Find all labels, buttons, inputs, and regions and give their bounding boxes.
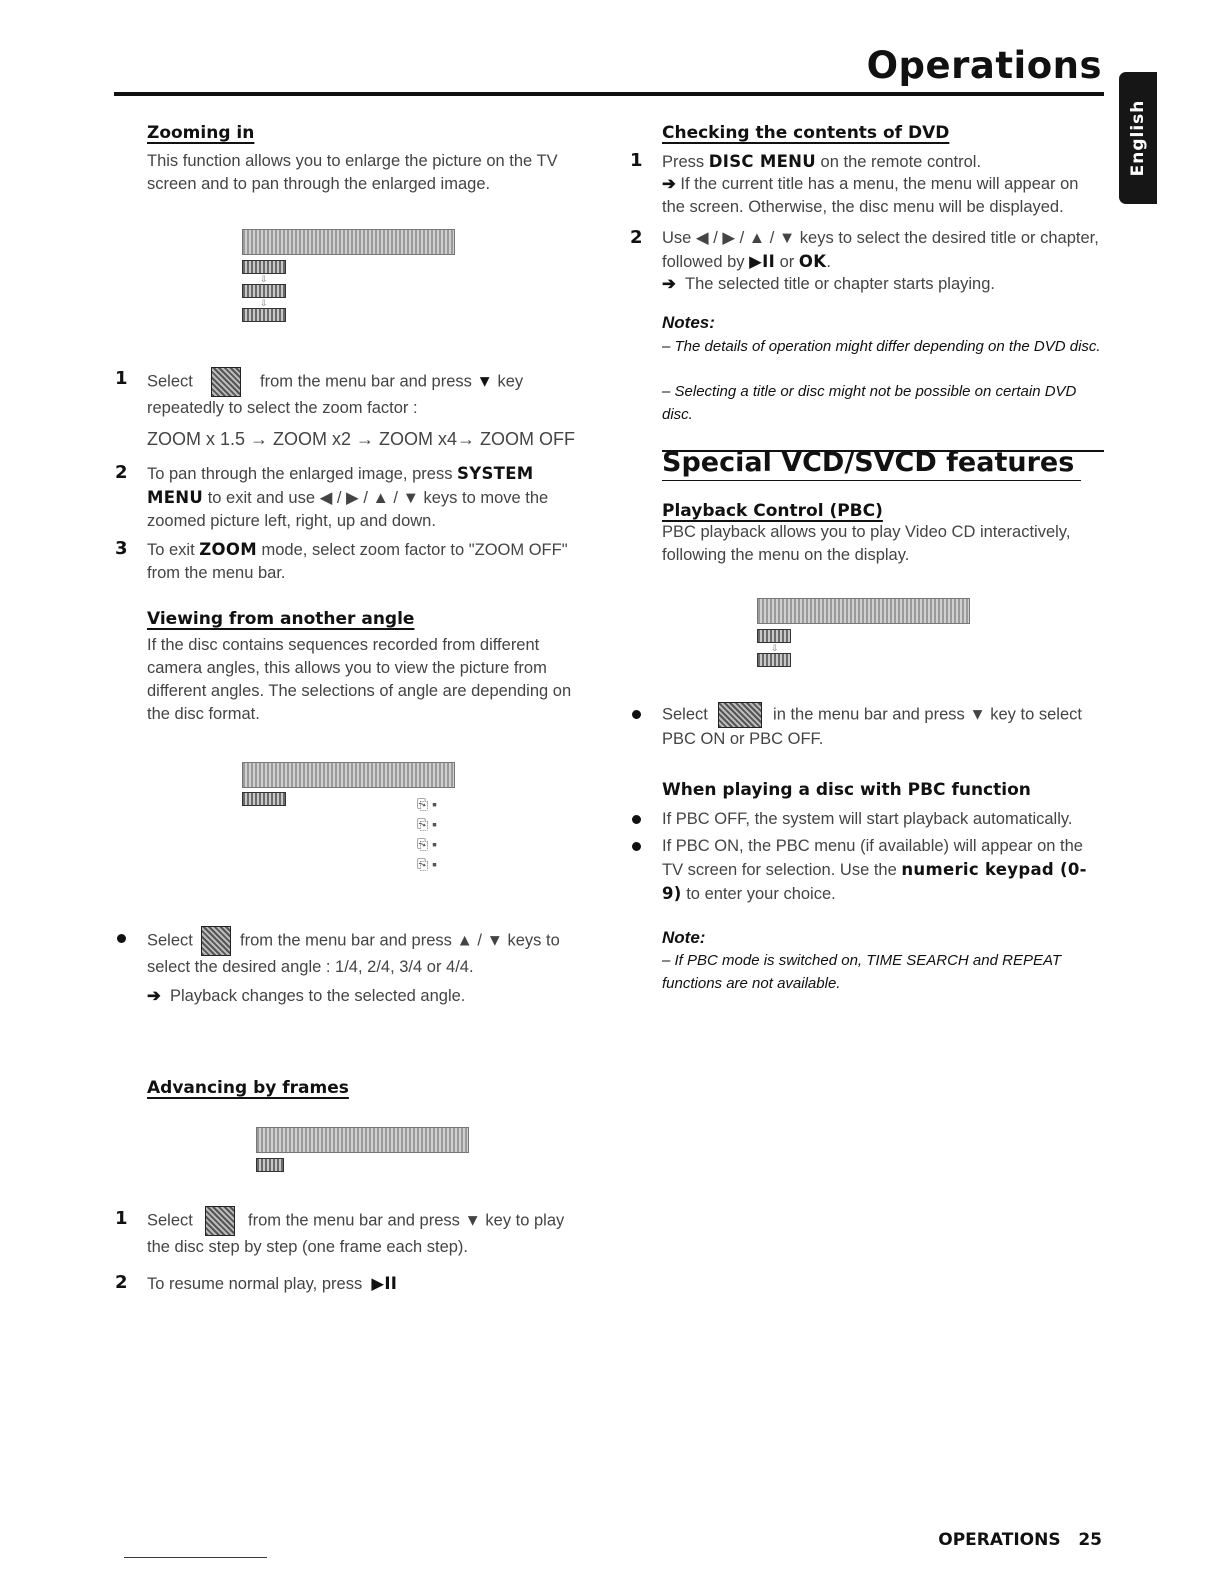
note-1: – The details of operation might differ depending on the DVD disc. [662,338,1101,355]
angle-result: ➔ Playback changes to the selected angle. [147,987,466,1005]
step-number: 3 [115,538,128,559]
pbc-icon [718,702,762,728]
zoom-chip-1 [242,260,286,274]
frames-step-2: To resume normal play, press ▶II [147,1274,398,1293]
when-bullet-1: If PBC OFF, the system will start playback automatically. [662,810,1073,828]
zoom-icon [211,367,241,397]
play-pause-icon: ▶II [371,1274,398,1293]
page-title: Operations [866,44,1102,87]
bullet [117,934,126,943]
zoom-step-2: To pan through the enlarged image, press SYSTEM MENU to exit and use ◀ / ▶ / ▲ / ▼ keys to move the zoomed picture left, right, up and down. [147,464,549,530]
bullet [632,842,641,851]
zoom-sequence: ZOOM x 1.5 → ZOOM x2 → ZOOM x4→ ZOOM OFF [147,429,576,449]
pbc-note: – If PBC mode is switched on, TIME SEARCH and REPEAT functions are not available. [662,952,1062,992]
when-heading: When playing a disc with PBC function [662,780,1031,800]
language-tab-label: English [1128,99,1148,177]
page-number: 25 [1078,1530,1102,1550]
angle-icon [201,926,231,956]
vcd-heading: Special VCD/SVCD features [662,447,1075,478]
step-number: 2 [115,462,128,483]
angle-bullet: Select from the menu bar and press ▲ / ▼ keys to select the desired angle : 1/4, 2/4, 3/4 or 4/4. [147,926,589,979]
footer-section: OPERATIONS [938,1530,1061,1550]
frames-menu-illustration [256,1127,469,1172]
angle-heading: Viewing from another angle [147,609,415,629]
zoom-menu-illustration [242,229,455,322]
down-arrow-icon: ⇩ [260,298,268,308]
camera-angle-icons: ⎘ ▪ ⎘ ▪ ⎘ ▪ ⎘ ▪ [417,796,438,872]
frames-step-1: Select from the menu bar and press ▼ key to play the disc step by step (one frame each step). [147,1206,589,1259]
zoom-step-3: To exit ZOOM mode, select zoom factor to "ZOOM OFF" from the menu bar. [147,540,568,582]
frames-heading: Advancing by frames [147,1078,349,1098]
step-number: 1 [115,368,128,389]
bullet [632,815,641,824]
menu-bar-graphic [757,598,970,624]
dvd-step-2-result: ➔ The selected title or chapter starts playing. [662,275,995,293]
angle-menu-illustration [242,762,455,892]
notes-title: Notes: [662,313,715,332]
dvd-heading: Checking the contents of DVD [662,123,950,143]
zoom-step-1: Select from the menu bar and press ▼ key repeatedly to select the zoom factor : [147,367,589,420]
result-arrow-icon: ➔ [662,175,676,193]
down-arrow-icon: ⇩ [771,643,779,653]
step-number: 1 [630,150,643,171]
result-arrow-icon: ➔ [662,275,676,293]
down-arrow-icon: ⇩ [260,274,268,284]
pbc-bullet: Select in the menu bar and press ▼ key to select PBC ON or PBC OFF. [662,702,1104,751]
zoom-chip-3 [242,308,286,322]
dvd-step-1: Press DISC MENU on the remote control. [662,152,982,171]
zoom-intro: This function allows you to enlarge the picture on the TV screen and to pan through the enlarged image. [147,152,558,193]
language-tab [1119,72,1157,204]
result-arrow-icon: ➔ [147,987,161,1005]
step-number: 2 [630,227,643,248]
menu-bar-graphic [256,1127,469,1153]
zoom-heading: Zooming in [147,123,255,143]
footer-line [124,1557,267,1558]
step-number: 1 [115,1208,128,1229]
pbc-heading: Playback Control (PBC) [662,501,883,521]
down-key-icon: ▼ [476,372,493,391]
angle-intro: If the disc contains sequences recorded from different camera angles, this allows you to view the picture from different angles. The selections of angle are depending on the disc format. [147,636,572,723]
step-number: 2 [115,1272,128,1293]
pbc-chip-1 [757,629,791,643]
when-bullet-2: If PBC ON, the PBC menu (if available) will appear on the TV screen for selection. Use the numeric keypad (0-9) to enter your choice. [662,837,1087,903]
angle-chip [242,792,286,806]
section-underline [662,480,1081,481]
menu-bar-graphic [242,229,455,255]
bullet [632,710,641,719]
step-chip [256,1158,284,1172]
dvd-step-2: Use ◀ / ▶ / ▲ / ▼ keys to select the desired title or chapter, followed by ▶II or OK. [662,229,1099,271]
zoom-chip-2 [242,284,286,298]
dvd-step-1-result: ➔ If the current title has a menu, the menu will appear on the screen. Otherwise, the disc menu will be displayed. [662,175,1079,216]
header-rule [114,92,1104,96]
note-title: Note: [662,928,706,947]
note-2: – Selecting a title or disc might not be possible on certain DVD disc. [662,383,1077,423]
menu-bar-graphic [242,762,455,788]
pbc-chip-2 [757,653,791,667]
step-frame-icon [205,1206,235,1236]
page-footer [938,1530,1102,1550]
pbc-menu-illustration [757,598,970,667]
pbc-intro: PBC playback allows you to play Video CD interactively, following the menu on the display. [662,523,1071,564]
